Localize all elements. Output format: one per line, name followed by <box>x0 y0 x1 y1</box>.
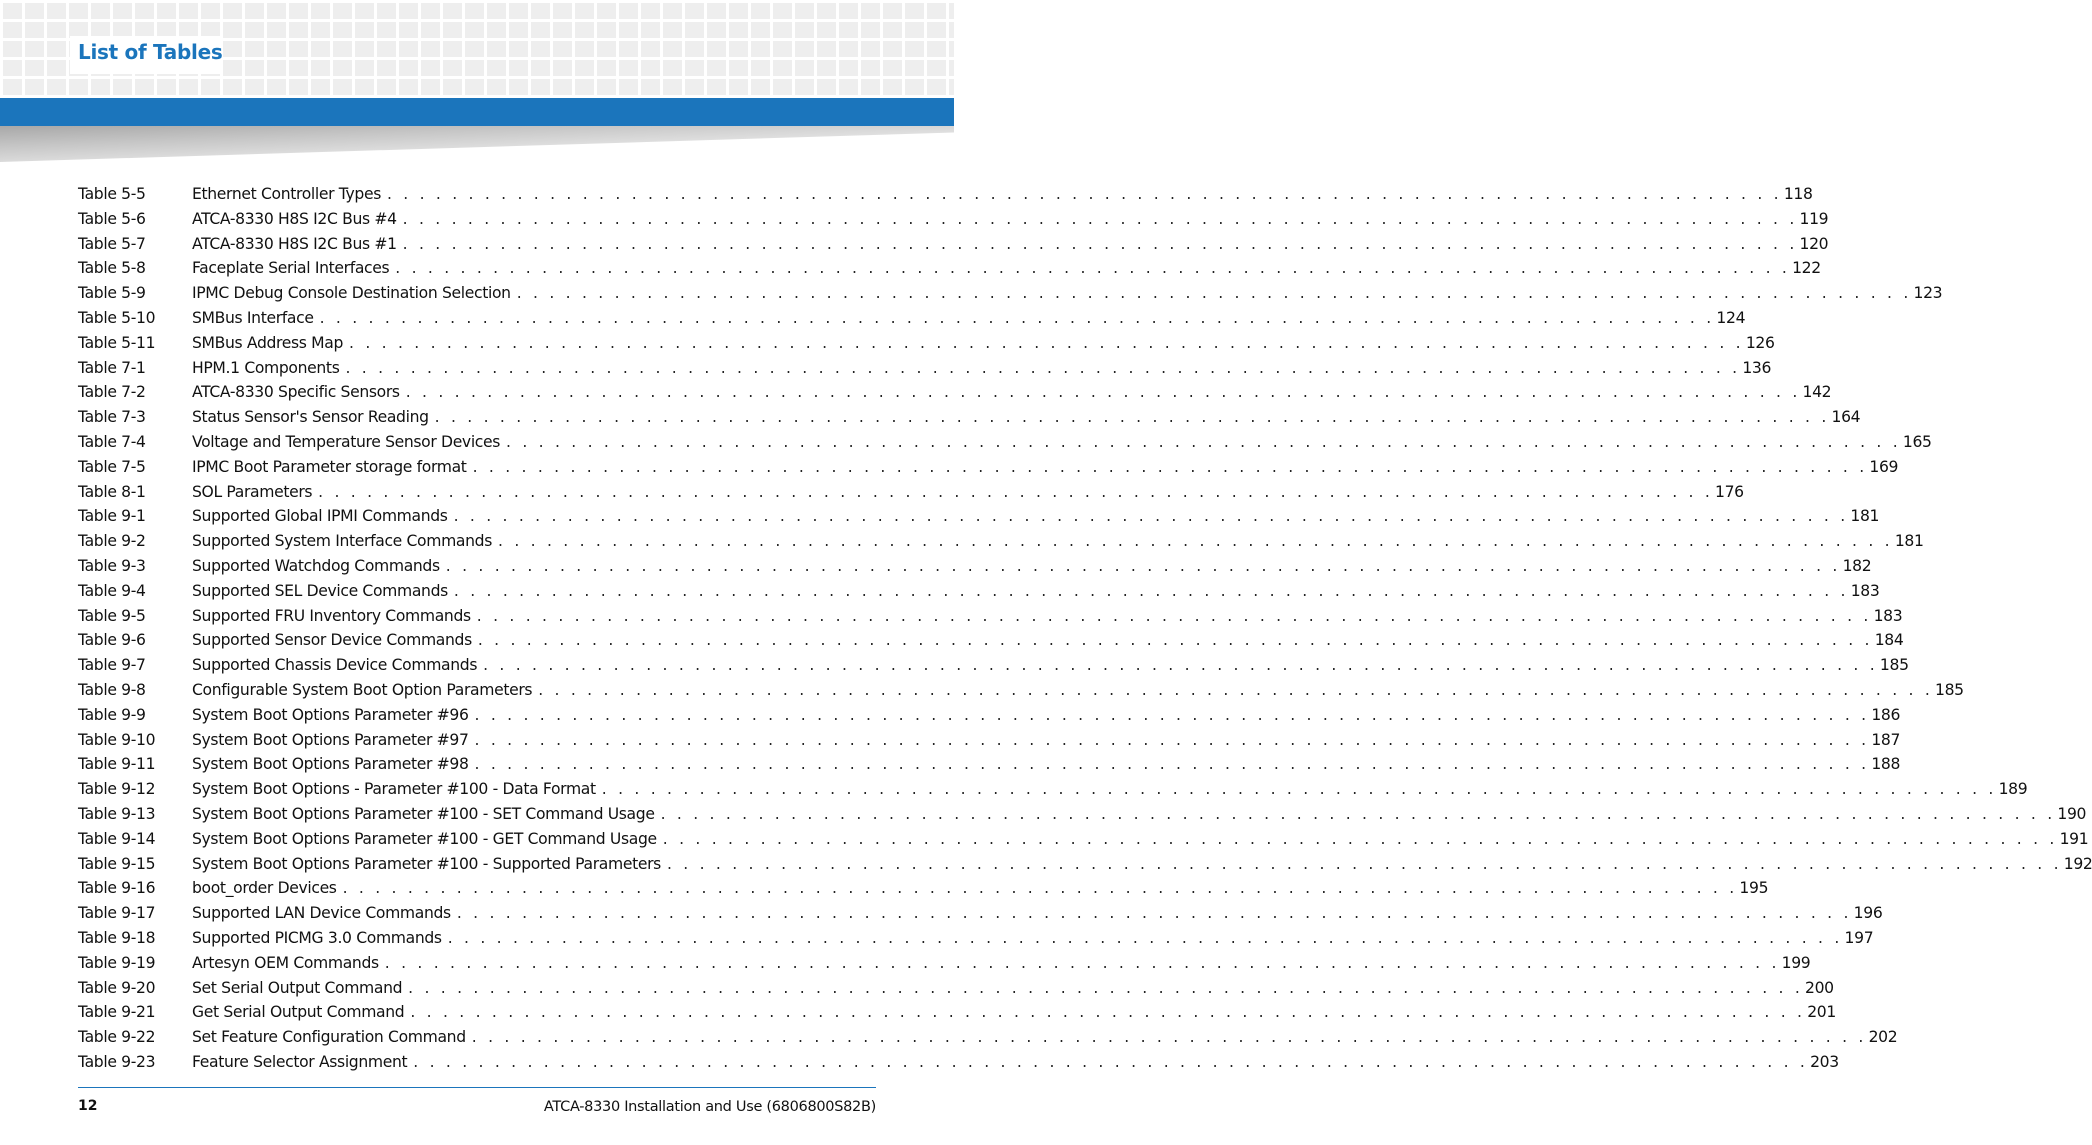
page-ref: 142 <box>1802 383 1832 402</box>
page-ref: 200 <box>1805 978 1834 997</box>
table-title: Artesyn OEM Commands <box>192 953 379 972</box>
table-number: Table 7-5 <box>78 457 146 476</box>
page-title: List of Tables <box>78 40 223 64</box>
toc-entry[interactable] <box>78 604 1903 629</box>
dot-leader: . . . . . . . . . . . . . . . . . . . . . . . . . . . . . . . . . . . . . . . . . . . . . . . . . . . . . . . . . . . . . . . . . . . . . . . . . . . . . . . . . . . . . . <box>506 432 1901 451</box>
table-title: Supported SEL Device Commands <box>192 581 448 600</box>
table-number: Table 9-22 <box>78 1028 156 1047</box>
table-number: Table 9-19 <box>78 953 156 972</box>
table-title: Supported LAN Device Commands <box>192 904 451 923</box>
toc-entry[interactable] <box>78 405 1861 430</box>
table-title: SOL Parameters <box>192 482 313 501</box>
toc-entry[interactable] <box>78 802 2087 827</box>
dot-leader: . . . . . . . . . . . . . . . . . . . . . . . . . . . . . . . . . . . . . . . . . . . . . . . . . . . . . . . . . . . . . . . . . . . . . . . . . . . . . . . . . . . . . . <box>453 581 1849 600</box>
dot-leader: . . . . . . . . . . . . . . . . . . . . . . . . . . . . . . . . . . . . . . . . . . . . . . . . . . . . . . . . . . . . . . . . . . . . . . . . . . . . . . . . . . . . . . <box>405 383 1801 402</box>
table-number: Table 5-8 <box>78 259 146 278</box>
dot-leader: . . . . . . . . . . . . . . . . . . . . . . . . . . . . . . . . . . . . . . . . . . . . . . . . . . . . . . . . . . . . . . . . . . . . . . . . . . . . . . . . . . . . . . <box>666 854 2062 873</box>
dot-leader: . . . . . . . . . . . . . . . . . . . . . . . . . . . . . . . . . . . . . . . . . . . . . . . . . . . . . . . . . . . . . . . . . . . . . . . . . . . . . . . . . . . . . . <box>342 879 1738 898</box>
table-number: Table 9-23 <box>78 1052 156 1071</box>
page-ref: 120 <box>1799 234 1829 253</box>
dot-leader: . . . . . . . . . . . . . . . . . . . . . . . . . . . . . . . . . . . . . . . . . . . . . . . . . . . . . . . . . . . . . . . . . . . . . . . . . . . . . . . . . . . . . . <box>538 680 1934 699</box>
table-number: Table 7-4 <box>78 432 146 451</box>
header-blue-band <box>0 98 954 126</box>
dot-leader: . . . . . . . . . . . . . . . . . . . . . . . . . . . . . . . . . . . . . . . . . . . . . . . . . . . . . . . . . . . . . . . . . . . . . . . . . . . . . . . . . . . . . . <box>402 234 1798 253</box>
dot-leader: . . . . . . . . . . . . . . . . . . . . . . . . . . . . . . . . . . . . . . . . . . . . . . . . . . . . . . . . . . . . . . . . . . . . . . . . . . . . . . . . . . . . . . <box>474 755 1870 774</box>
table-title: Supported Global IPMI Commands <box>192 507 448 526</box>
page-ref: 195 <box>1739 879 1769 898</box>
page-ref: 187 <box>1871 730 1901 749</box>
dot-leader: . . . . . . . . . . . . . . . . . . . . . . . . . . . . . . . . . . . . . . . . . . . . . . . . . . . . . . . . . . . . . . . . . . . . . . . . . . . . . . . . . . . . . . <box>445 556 1841 575</box>
table-title: Supported Chassis Device Commands <box>192 656 478 675</box>
toc-entry[interactable] <box>78 182 1813 207</box>
toc-entry[interactable] <box>78 827 2089 852</box>
table-title: Supported Sensor Device Commands <box>192 631 472 650</box>
table-number: Table 9-10 <box>78 730 156 749</box>
table-number: Table 9-21 <box>78 1003 156 1022</box>
table-title: System Boot Options Parameter #100 - Supported Parameters <box>192 854 661 873</box>
toc-entry[interactable] <box>78 554 1872 579</box>
table-title: System Boot Options Parameter #100 - SET Command Usage <box>192 804 655 823</box>
table-number: Table 9-11 <box>78 755 156 774</box>
table-number: Table 9-17 <box>78 904 156 923</box>
page-ref: 197 <box>1844 928 1874 947</box>
toc-entry[interactable] <box>78 1050 1839 1075</box>
page-ref: 164 <box>1831 408 1861 427</box>
table-title: Voltage and Temperature Sensor Devices <box>192 432 501 451</box>
dot-leader: . . . . . . . . . . . . . . . . . . . . . . . . . . . . . . . . . . . . . . . . . . . . . . . . . . . . . . . . . . . . . . . . . . . . . . . . . . . . . . . . . . . . . . <box>410 1003 1806 1022</box>
dot-leader: . . . . . . . . . . . . . . . . . . . . . . . . . . . . . . . . . . . . . . . . . . . . . . . . . . . . . . . . . . . . . . . . . . . . . . . . . . . . . . . . . . . . . . <box>408 978 1803 997</box>
dot-leader: . . . . . . . . . . . . . . . . . . . . . . . . . . . . . . . . . . . . . . . . . . . . . . . . . . . . . . . . . . . . . . . . . . . . . . . . . . . . . . . . . . . . . . <box>477 631 1873 650</box>
dot-leader: . . . . . . . . . . . . . . . . . . . . . . . . . . . . . . . . . . . . . . . . . . . . . . . . . . . . . . . . . . . . . . . . . . . . . . . . . . . . . . . . . . . . . . <box>395 259 1791 278</box>
table-number: Table 9-20 <box>78 978 156 997</box>
table-title: Set Feature Configuration Command <box>192 1028 466 1047</box>
table-number: Table 9-5 <box>78 606 146 625</box>
table-number: Table 9-7 <box>78 656 146 675</box>
table-title: Ethernet Controller Types <box>192 185 381 203</box>
table-number: Table 9-14 <box>78 829 156 848</box>
dot-leader: . . . . . . . . . . . . . . . . . . . . . . . . . . . . . . . . . . . . . . . . . . . . . . . . . . . . . . . . . . . . . . . . . . . . . . . . . . . . . . . . . . . . . . <box>319 308 1715 327</box>
table-number: Table 7-2 <box>78 383 146 402</box>
dot-leader: . . . . . . . . . . . . . . . . . . . . . . . . . . . . . . . . . . . . . . . . . . . . . . . . . . . . . . . . . . . . . . . . . . . . . . . . . . . . . . . . . . . . . . <box>386 185 1782 203</box>
page-ref: 165 <box>1902 432 1932 451</box>
header-gray-swoosh <box>0 126 954 162</box>
table-number: Table 9-8 <box>78 680 146 699</box>
page-ref: 181 <box>1850 507 1880 526</box>
table-number: Table 9-18 <box>78 928 156 947</box>
toc-entry[interactable] <box>78 256 1821 281</box>
page-ref: 181 <box>1894 532 1924 551</box>
dot-leader: . . . . . . . . . . . . . . . . . . . . . . . . . . . . . . . . . . . . . . . . . . . . . . . . . . . . . . . . . . . . . . . . . . . . . . . . . . . . . . . . . . . . . . <box>402 209 1798 228</box>
page-ref: 201 <box>1807 1003 1836 1022</box>
toc-entry[interactable] <box>78 281 1943 306</box>
table-title: System Boot Options Parameter #98 <box>192 755 469 774</box>
table-number: Table 9-15 <box>78 854 156 873</box>
page-ref: 136 <box>1742 358 1772 377</box>
dot-leader: . . . . . . . . . . . . . . . . . . . . . . . . . . . . . . . . . . . . . . . . . . . . . . . . . . . . . . . . . . . . . . . . . . . . . . . . . . . . . . . . . . . . . . <box>476 606 1872 625</box>
table-number: Table 5-10 <box>78 308 156 327</box>
table-number: Table 9-2 <box>78 532 146 551</box>
table-title: Supported FRU Inventory Commands <box>192 606 471 625</box>
toc-entry[interactable] <box>78 480 1744 505</box>
toc-entry[interactable] <box>78 752 1901 777</box>
dot-leader: . . . . . . . . . . . . . . . . . . . . . . . . . . . . . . . . . . . . . . . . . . . . . . . . . . . . . . . . . . . . . . . . . . . . . . . . . . . . . . . . . . . . . . <box>660 804 2056 823</box>
dot-leader: . . . . . . . . . . . . . . . . . . . . . . . . . . . . . . . . . . . . . . . . . . . . . . . . . . . . . . . . . . . . . . . . . . . . . . . . . . . . . . . . . . . . . . <box>472 457 1868 476</box>
page-ref: 185 <box>1935 680 1964 699</box>
table-title: SMBus Address Map <box>192 333 344 352</box>
page-ref: 169 <box>1869 457 1899 476</box>
toc-entry[interactable] <box>78 703 1901 728</box>
toc-entry[interactable] <box>78 926 1874 951</box>
toc-entry[interactable] <box>78 976 1834 1001</box>
table-number: Table 5-6 <box>78 209 146 228</box>
table-title: Supported System Interface Commands <box>192 532 492 551</box>
toc-entry[interactable] <box>78 728 1901 753</box>
table-title: ATCA-8330 H8S I2C Bus #4 <box>192 209 397 228</box>
table-number: Table 5-7 <box>78 234 146 253</box>
toc-entry[interactable] <box>78 951 1811 976</box>
table-number: Table 8-1 <box>78 482 146 501</box>
table-number: Table 5-9 <box>78 284 146 303</box>
table-title: Configurable System Boot Option Parameters <box>192 680 533 699</box>
dot-leader: . . . . . . . . . . . . . . . . . . . . . . . . . . . . . . . . . . . . . . . . . . . . . . . . . . . . . . . . . . . . . . . . . . . . . . . . . . . . . . . . . . . . . . <box>384 953 1780 972</box>
dot-leader: . . . . . . . . . . . . . . . . . . . . . . . . . . . . . . . . . . . . . . . . . . . . . . . . . . . . . . . . . . . . . . . . . . . . . . . . . . . . . . . . . . . . . . <box>456 904 1852 923</box>
dot-leader: . . . . . . . . . . . . . . . . . . . . . . . . . . . . . . . . . . . . . . . . . . . . . . . . . . . . . . . . . . . . . . . . . . . . . . . . . . . . . . . . . . . . . . <box>434 408 1830 427</box>
dot-leader: . . . . . . . . . . . . . . . . . . . . . . . . . . . . . . . . . . . . . . . . . . . . . . . . . . . . . . . . . . . . . . . . . . . . . . . . . . . . . . . . . . . . . . <box>474 705 1870 724</box>
dot-leader: . . . . . . . . . . . . . . . . . . . . . . . . . . . . . . . . . . . . . . . . . . . . . . . . . . . . . . . . . . . . . . . . . . . . . . . . . . . . . . . . . . . . . . <box>318 482 1713 501</box>
dot-leader: . . . . . . . . . . . . . . . . . . . . . . . . . . . . . . . . . . . . . . . . . . . . . . . . . . . . . . . . . . . . . . . . . . . . . . . . . . . . . . . . . . . . . . <box>453 507 1849 526</box>
dot-leader: . . . . . . . . . . . . . . . . . . . . . . . . . . . . . . . . . . . . . . . . . . . . . . . . . . . . . . . . . . . . . . . . . . . . . . . . . . . . . . . . . . . . . . <box>498 532 1893 551</box>
toc-entry[interactable] <box>78 1000 1836 1025</box>
toc-entry[interactable] <box>78 331 1775 356</box>
table-title: Status Sensor's Sensor Reading <box>192 408 429 427</box>
table-number: Table 7-1 <box>78 358 146 377</box>
dot-leader: . . . . . . . . . . . . . . . . . . . . . . . . . . . . . . . . . . . . . . . . . . . . . . . . . . . . . . . . . . . . . . . . . . . . . . . . . . . . . . . . . . . . . . <box>601 780 1997 799</box>
page-ref: 182 <box>1842 556 1872 575</box>
toc-entry[interactable] <box>78 207 1829 232</box>
dot-leader: . . . . . . . . . . . . . . . . . . . . . . . . . . . . . . . . . . . . . . . . . . . . . . . . . . . . . . . . . . . . . . . . . . . . . . . . . . . . . . . . . . . . . . <box>662 829 2058 848</box>
page-ref: 118 <box>1783 185 1813 203</box>
toc-entry[interactable] <box>78 430 1932 455</box>
page-ref: 183 <box>1850 581 1880 600</box>
page-ref: 189 <box>1998 780 2028 799</box>
page-ref: 183 <box>1873 606 1903 625</box>
table-title: HPM.1 Components <box>192 358 340 377</box>
toc-entry[interactable] <box>78 579 1880 604</box>
table-number: Table 5-5 <box>78 185 146 203</box>
dot-leader: . . . . . . . . . . . . . . . . . . . . . . . . . . . . . . . . . . . . . . . . . . . . . . . . . . . . . . . . . . . . . . . . . . . . . . . . . . . . . . . . . . . . . . <box>345 358 1741 377</box>
toc-entry[interactable] <box>78 653 1909 678</box>
table-title: Get Serial Output Command <box>192 1003 405 1022</box>
toc-entry[interactable] <box>78 504 1880 529</box>
toc-entry[interactable] <box>78 852 2092 877</box>
table-title: Feature Selector Assignment <box>192 1052 408 1071</box>
table-number: Table 7-3 <box>78 408 146 427</box>
page-ref: 192 <box>2063 854 2092 873</box>
table-title: Supported Watchdog Commands <box>192 556 440 575</box>
table-title: System Boot Options Parameter #96 <box>192 705 469 724</box>
page-ref: 190 <box>2057 804 2087 823</box>
page-ref: 123 <box>1913 284 1943 303</box>
table-title: ATCA-8330 Specific Sensors <box>192 383 400 402</box>
page-ref: 203 <box>1810 1052 1839 1071</box>
page-ref: 126 <box>1745 333 1775 352</box>
page-number: 12 <box>78 1098 98 1114</box>
table-title: IPMC Boot Parameter storage format <box>192 457 467 476</box>
dot-leader: . . . . . . . . . . . . . . . . . . . . . . . . . . . . . . . . . . . . . . . . . . . . . . . . . . . . . . . . . . . . . . . . . . . . . . . . . . . . . . . . . . . . . . <box>413 1052 1809 1071</box>
footer-rule <box>78 1087 876 1088</box>
table-number: Table 5-11 <box>78 333 156 352</box>
toc-entry[interactable] <box>78 380 1832 405</box>
toc-entry[interactable] <box>78 306 1746 331</box>
table-title: System Boot Options Parameter #97 <box>192 730 469 749</box>
table-number: Table 9-9 <box>78 705 146 724</box>
toc-entry[interactable] <box>78 628 1904 653</box>
table-list <box>78 182 2092 1075</box>
page-ref: 124 <box>1716 308 1746 327</box>
toc-entry[interactable] <box>78 232 1829 257</box>
page-ref: 185 <box>1879 656 1909 675</box>
toc-entry[interactable] <box>78 901 1883 926</box>
dot-leader: . . . . . . . . . . . . . . . . . . . . . . . . . . . . . . . . . . . . . . . . . . . . . . . . . . . . . . . . . . . . . . . . . . . . . . . . . . . . . . . . . . . . . . <box>471 1028 1867 1047</box>
page-ref: 176 <box>1715 482 1744 501</box>
table-number: Table 9-13 <box>78 804 156 823</box>
dot-leader: . . . . . . . . . . . . . . . . . . . . . . . . . . . . . . . . . . . . . . . . . . . . . . . . . . . . . . . . . . . . . . . . . . . . . . . . . . . . . . . . . . . . . . <box>349 333 1744 352</box>
page-ref: 188 <box>1871 755 1901 774</box>
dot-leader: . . . . . . . . . . . . . . . . . . . . . . . . . . . . . . . . . . . . . . . . . . . . . . . . . . . . . . . . . . . . . . . . . . . . . . . . . . . . . . . . . . . . . . <box>474 730 1870 749</box>
page-ref: 186 <box>1871 705 1901 724</box>
toc-entry[interactable] <box>78 1025 1898 1050</box>
toc-entry[interactable] <box>78 876 1769 901</box>
dot-leader: . . . . . . . . . . . . . . . . . . . . . . . . . . . . . . . . . . . . . . . . . . . . . . . . . . . . . . . . . . . . . . . . . . . . . . . . . . . . . . . . . . . . . . <box>483 656 1878 675</box>
page-ref: 122 <box>1792 259 1821 278</box>
toc-entry[interactable] <box>78 356 1772 381</box>
table-title: boot_order Devices <box>192 879 337 898</box>
table-number: Table 9-3 <box>78 556 146 575</box>
table-number: Table 9-16 <box>78 879 156 898</box>
document-reference: ATCA-8330 Installation and Use (6806800S82B) <box>543 1099 876 1115</box>
table-title: System Boot Options Parameter #100 - GET Command Usage <box>192 829 657 848</box>
page-ref: 191 <box>2059 829 2089 848</box>
table-number: Table 9-1 <box>78 507 146 526</box>
table-title: IPMC Debug Console Destination Selection <box>192 284 511 303</box>
table-title: System Boot Options - Parameter #100 - Data Format <box>192 780 596 799</box>
toc-entry[interactable] <box>78 777 2028 802</box>
toc-entry[interactable] <box>78 678 1964 703</box>
page-ref: 184 <box>1874 631 1904 650</box>
table-title: SMBus Interface <box>192 308 314 327</box>
toc-entry[interactable] <box>78 529 1924 554</box>
table-title: Supported PICMG 3.0 Commands <box>192 928 442 947</box>
table-title: ATCA-8330 H8S I2C Bus #1 <box>192 234 397 253</box>
table-number: Table 9-6 <box>78 631 146 650</box>
page-ref: 196 <box>1853 904 1883 923</box>
table-title: Set Serial Output Command <box>192 978 403 997</box>
table-number: Table 9-12 <box>78 780 156 799</box>
table-number: Table 9-4 <box>78 581 146 600</box>
toc-entry[interactable] <box>78 455 1899 480</box>
page-ref: 199 <box>1781 953 1811 972</box>
dot-leader: . . . . . . . . . . . . . . . . . . . . . . . . . . . . . . . . . . . . . . . . . . . . . . . . . . . . . . . . . . . . . . . . . . . . . . . . . . . . . . . . . . . . . . <box>447 928 1843 947</box>
page-ref: 202 <box>1868 1028 1898 1047</box>
table-title: Faceplate Serial Interfaces <box>192 259 390 278</box>
dot-leader: . . . . . . . . . . . . . . . . . . . . . . . . . . . . . . . . . . . . . . . . . . . . . . . . . . . . . . . . . . . . . . . . . . . . . . . . . . . . . . . . . . . . . . <box>516 284 1912 303</box>
page-ref: 119 <box>1799 209 1829 228</box>
